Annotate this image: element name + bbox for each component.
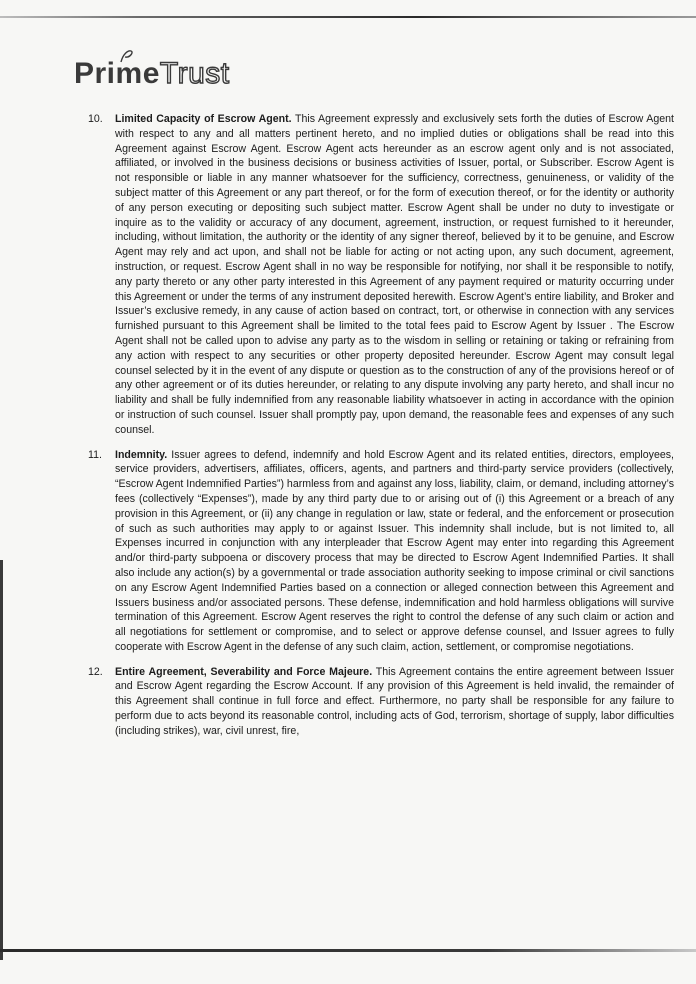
section-text: Issuer agrees to defend, indemnify and hold Escrow Agent and its related entities, directors, employees, service providers, advertisers, affiliates, officers, agents, and partners and third-party service providers (collectively, “Escrow Agent Indemnified Parties”) harmless from and against any loss, liability, claim, or demand, including attorney’s fees (collectively “Expenses”), made by any third party due to or arising out of (i) this Agreement or a breach of any provision in this Agreement, or (ii) any change in regulation or law, state or federal, and the enforcement or prosecution of such as such authorities may apply to or against Issuer. This indemnity shall include, but is not limited to, all Expenses incurred in conjunction with any interpleader that Escrow Agent may enter into regarding this Agreement and/or third-party subpoena or discovery process that may be directed to Escrow Agent Indemnified Parties. It shall also include any action(s) by a governmental or trade association authority seeking to impose criminal or civil sanctions on any Escrow Agent Indemnified Parties based on a connection or alleged connection between this Agreement and Issuers business and/or associated persons. These defense, indemnification and hold harmless obligations will survive termination of this Agreement. Escrow Agent reserves the right to control the defense of any such claim or action and all negotiations for settlement or compromise, and to select or approve defense counsel, and Issuer agrees to fully cooperate with Escrow Agent in the defense of any such claim, action, settlement, or compromise negotiations. (115, 448, 674, 653)
section-body (115, 112, 674, 438)
logo-trust-text: Trust (159, 57, 230, 90)
scan-edge-left (0, 560, 3, 960)
section-title: Indemnity. (115, 448, 168, 461)
section-entire-agreement (88, 665, 674, 739)
primetrust-logo (74, 52, 230, 96)
section-number: 11. (88, 448, 102, 461)
section-number: 12. (88, 665, 103, 678)
logo-swirl-icon (118, 48, 136, 64)
agreement-content (88, 112, 674, 749)
scan-edge-bottom (0, 949, 696, 952)
section-limited-capacity (88, 112, 674, 438)
section-body (115, 448, 674, 655)
section-text: This Agreement expressly and exclusively sets forth the duties of Escrow Agent with respect to any and all matters pertinent hereto, and no implied duties or obligations shall be read into this Agreement against Escrow Agent. Escrow Agent acts hereunder as an escrow agent only and is not associated, affiliated, or involved in the business decisions or business activities of Issuer, portal, or Subscriber. Escrow Agent is not responsible or liable in any manner whatsoever for the sufficiency, correctness, genuineness, or validity of the subject matter of this Agreement or any part thereof, or for the form of execution thereof, or for the identity or authority of any person executing or depositing such subject matter. Escrow Agent shall be under no duty to investigate or inquire as to the validity or accuracy of any document, agreement, instruction, or request furnished to it hereunder, including, without limitation, the authority or the identity of any signer thereof, believed by it to be genuine, and Escrow Agent may rely and act upon, and shall not be liable for acting or not acting upon, any such document, agreement, instruction, or request. Escrow Agent shall in no way be responsible for notifying, nor shall it be responsible to notify, any party thereto or any other party interested in this Agreement of any payment required or maturity occurring under this Agreement or under the terms of any instrument deposited herewith. Escrow Agent’s entire liability, and Broker and Issuer’s exclusive remedy, in any cause of action based on contract, tort, or otherwise in connection with any services furnished pursuant to this Agreement shall be limited to the total fees paid to Escrow Agent by Issuer . The Escrow Agent shall not be called upon to advise any party as to the wisdom in selling or retaining or taking or refraining from any action with respect to any securities or other property deposited hereunder. Escrow Agent may consult legal counsel selected by it in the event of any dispute or question as to the construction of any of the provisions hereof or of any other agreement or of its duties hereunder, or relating to any dispute involving any party hereto, and shall incur no liability and shall be fully indemnified from any reasonable liability whatsoever in acting in accordance with the opinion or instruction of such counsel. Issuer shall promptly pay, upon demand, the reasonable fees and expenses of any such counsel. (115, 113, 674, 436)
section-title: Limited Capacity of Escrow Agent. (115, 113, 292, 125)
section-body (115, 665, 674, 739)
logo-prime-text: Prime (74, 57, 160, 90)
scan-edge-top (0, 16, 696, 18)
section-title: Entire Agreement, Severability and Force Majeure. (115, 665, 373, 678)
section-text: This Agreement contains the entire agreement between Issuer and Escrow Agent regarding the Escrow Account. If any provision of this Agreement is held invalid, the remainder of this Agreement shall continue in full force and effect. Furthermore, no party shall be responsible for any failure to perform due to acts beyond its reasonable control, including acts of God, terrorism, shortage of supply, labor difficulties (including strikes), war, civil unrest, fire, (115, 665, 674, 737)
section-number: 10. (88, 113, 103, 125)
section-indemnity (88, 448, 674, 655)
